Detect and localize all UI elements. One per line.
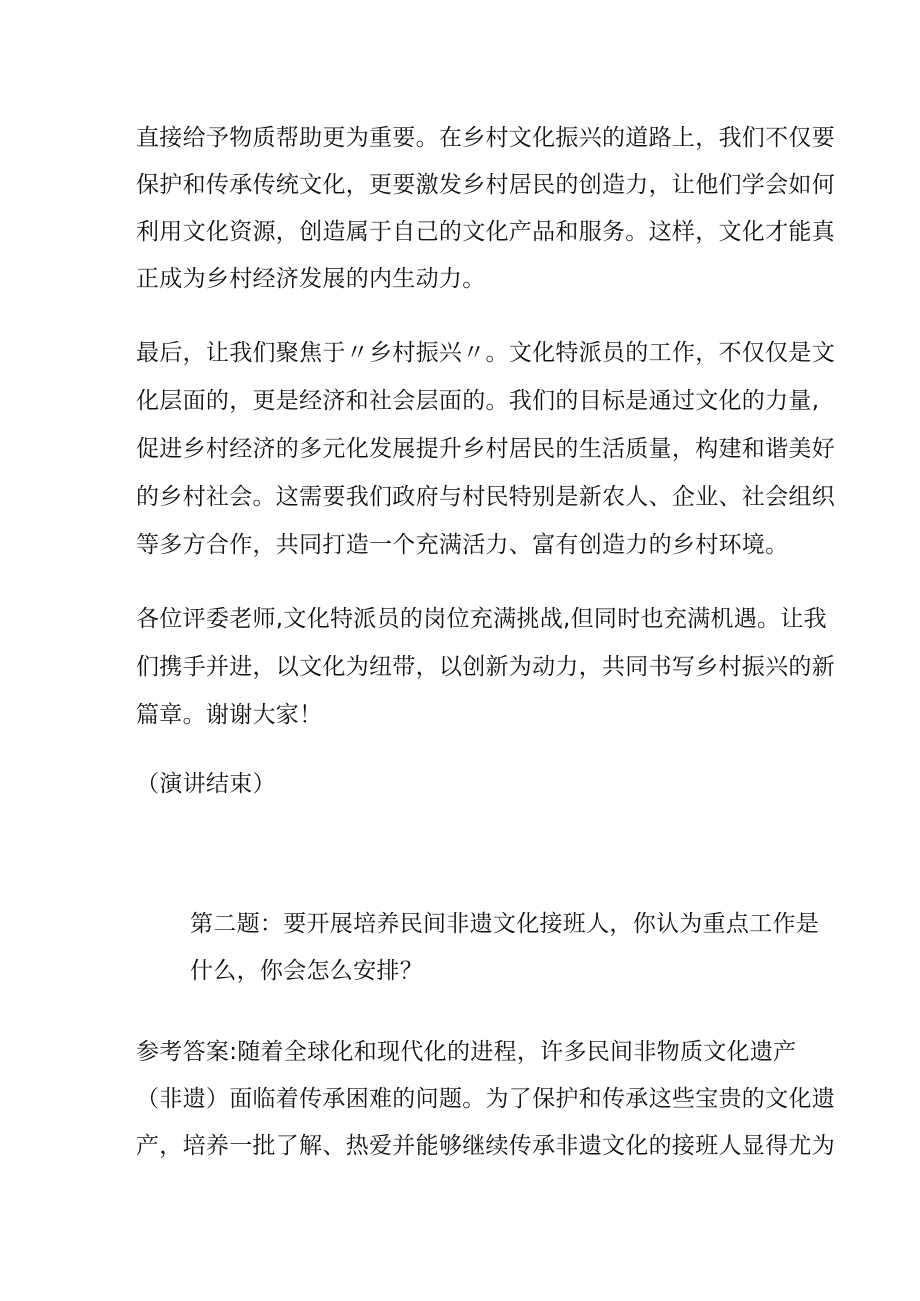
question-2-line-2: 什么，你会怎么安排？ xyxy=(190,958,423,984)
paragraph-2-line-3: 促进乡村经济的多元化发展提升乡村居民的生活质量，构建和谐美好 xyxy=(136,436,835,462)
paragraph-2-line-1: 最后，让我们聚焦于〃乡村振兴〃。文化特派员的工作，不仅仅是文 xyxy=(136,340,835,366)
paragraph-1-line-4: 正成为乡村经济发展的内生动力。 xyxy=(136,266,486,292)
paragraph-3-line-3: 篇章。谢谢大家！ xyxy=(136,702,323,728)
paragraph-1-line-2: 保护和传承传统文化，更要激发乡村居民的创造力，让他们学会如何 xyxy=(136,172,835,198)
paragraph-2-line-4: 的乡村社会。这需要我们政府与村民特别是新农人、企业、社会组织 xyxy=(136,484,835,510)
paragraph-3-line-2: 们携手并进，以文化为纽带，以创新为动力，共同书写乡村振兴的新 xyxy=(136,654,835,680)
answer-2-line-1: 参考答案:随着全球化和现代化的进程，许多民间非物质文化遗产 xyxy=(136,1039,797,1065)
paragraph-3-line-1: 各位评委老师,文化特派员的岗位充满挑战,但同时也充满机遇。让我 xyxy=(136,606,827,632)
paragraph-1-line-1: 直接给予物质帮助更为重要。在乡村文化振兴的道路上，我们不仅要 xyxy=(136,125,835,151)
question-2-line-1: 第二题：要开展培养民间非遗文化接班人，你认为重点工作是 xyxy=(190,911,820,937)
paragraph-2-line-2: 化层面的，更是经济和社会层面的。我们的目标是通过文化的力量, xyxy=(136,388,820,414)
paragraph-2-line-5: 等多方合作，共同打造一个充满活力、富有创造力的乡村环境。 xyxy=(136,532,789,558)
answer-2-line-2: （非遗）面临着传承困难的问题。为了保护和传承这些宝贵的文化遗 xyxy=(136,1086,835,1112)
paragraph-1-line-3: 利用文化资源，创造属于自己的文化产品和服务。这样，文化才能真 xyxy=(136,219,835,245)
closing-note: （演讲结束） xyxy=(136,771,276,797)
answer-2-line-3: 产，培养一批了解、热爱并能够继续传承非遗文化的接班人显得尤为 xyxy=(136,1133,835,1159)
